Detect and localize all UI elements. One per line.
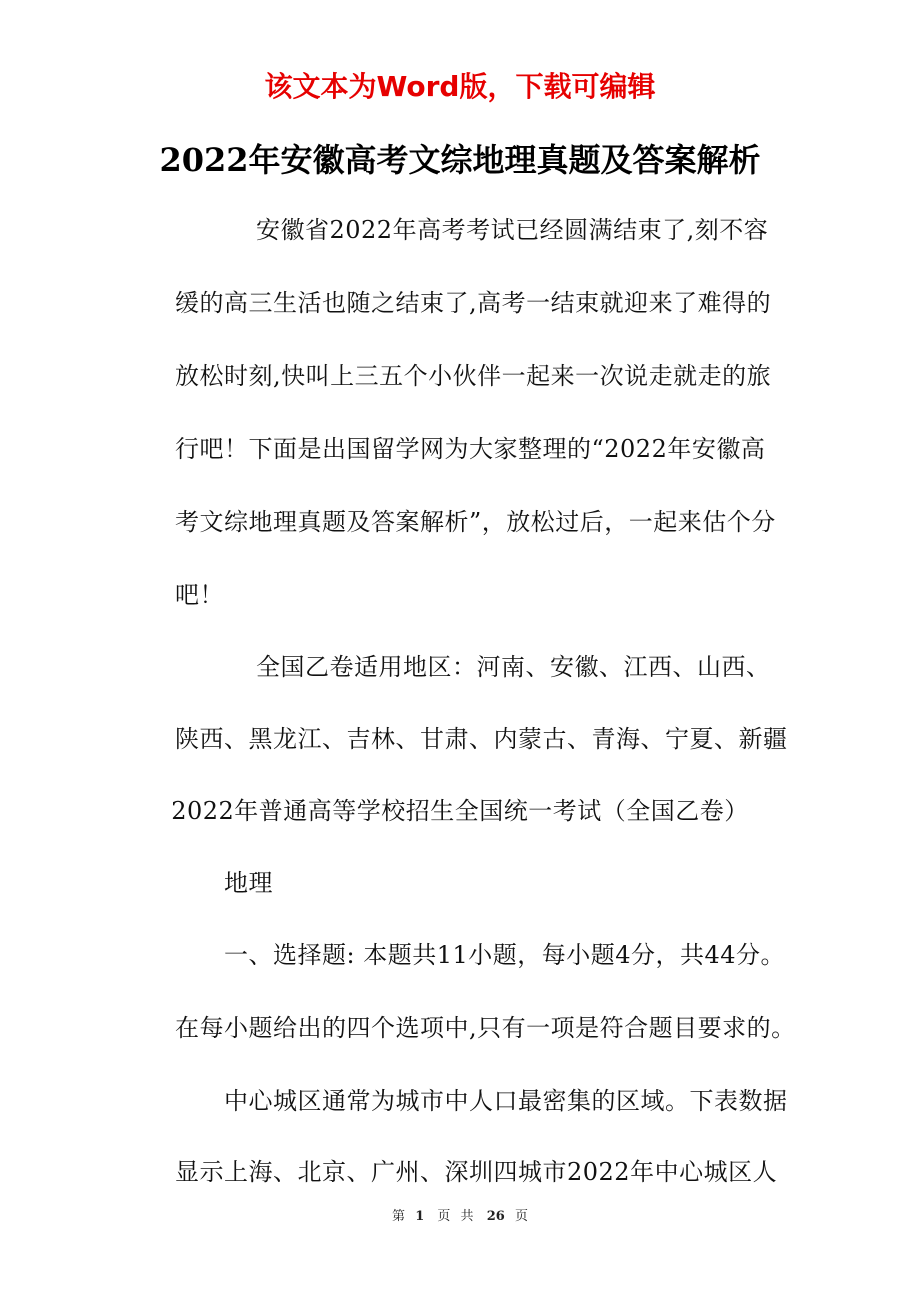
question-intro-line: 显示上海、北京、广州、深圳四城市2022年中心城区人 (175, 1158, 778, 1186)
exam-title: 2022年普通高等学校招生全国统一考试（全国乙卷） (171, 797, 749, 825)
subject-heading: 地理 (224, 869, 273, 897)
region-line: 全国乙卷适用地区：河南、安徽、江西、山西、 (256, 653, 771, 681)
footer-page-word: 页 (437, 1209, 451, 1224)
paragraph-line: 放松时刻,快叫上三五个小伙伴一起来一次说走就走的旅 (175, 362, 772, 390)
footer-suffix: 页 (514, 1209, 528, 1224)
document-title: 2022年安徽高考文综地理真题及答案解析 (159, 141, 761, 179)
footer-total-word: 共 (460, 1209, 474, 1224)
word-version-banner: 该文本为Word版，下载可编辑 (264, 70, 656, 103)
footer-prefix: 第 (392, 1209, 406, 1224)
total-pages: 26 (486, 1209, 505, 1224)
question-intro-line: 中心城区通常为城市中人口最密集的区域。下表数据 (224, 1087, 788, 1115)
region-line: 陕西、黑龙江、吉林、甘肃、内蒙古、青海、宁夏、新疆 (175, 725, 788, 753)
section-instruction: 一、选择题: 本题共11小题，每小题4分，共44分。 (224, 941, 786, 969)
page-number: 1 (415, 1209, 425, 1224)
paragraph-line: 安徽省2022年高考考试已经圆满结束了,刻不容 (256, 216, 769, 244)
paragraph-line: 吧！ (175, 581, 224, 609)
page-footer (0, 1208, 920, 1226)
section-instruction: 在每小题给出的四个选项中,只有一项是符合题目要求的。 (175, 1014, 796, 1042)
paragraph-line: 考文综地理真题及答案解析”，放松过后，一起来估个分 (175, 508, 776, 536)
paragraph-line: 行吧！下面是出国留学网为大家整理的“2022年安徽高 (175, 435, 766, 463)
paragraph-line: 缓的高三生活也随之结束了,高考一结束就迎来了难得的 (175, 289, 772, 317)
